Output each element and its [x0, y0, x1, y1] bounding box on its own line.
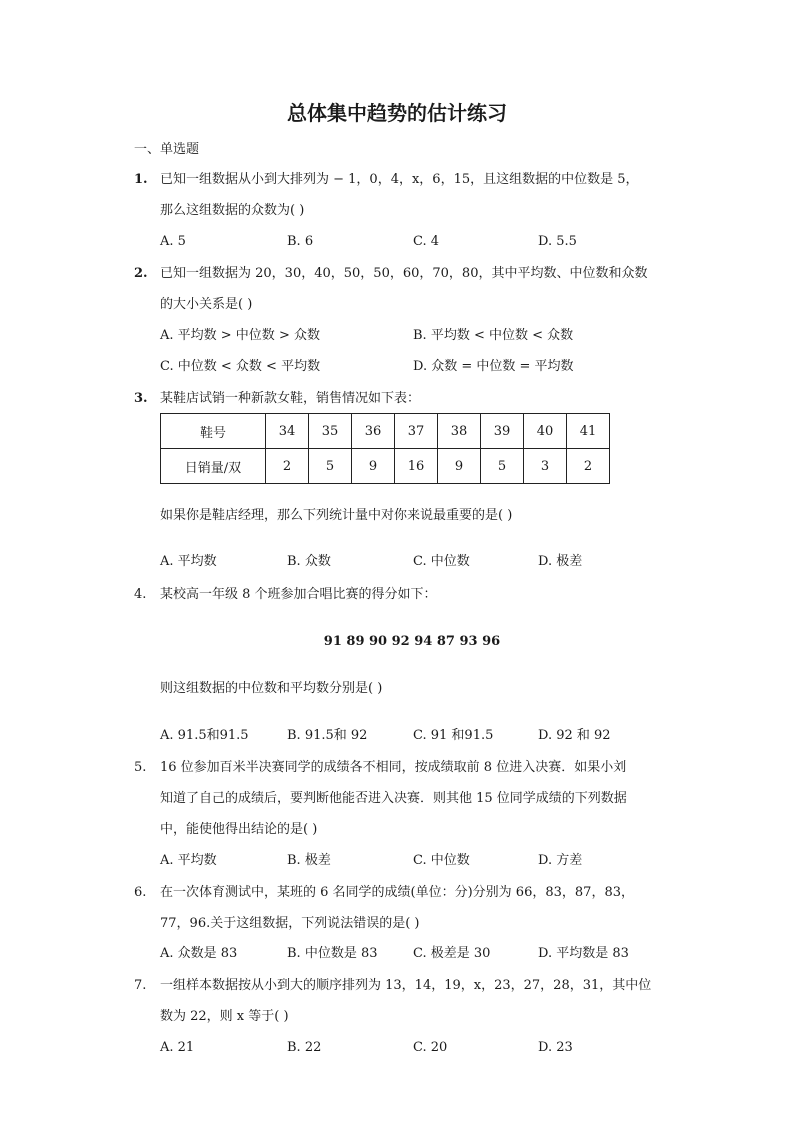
question-number: 5.: [134, 760, 147, 775]
option-d: D. 92 和 92: [538, 728, 611, 743]
question-text: 16 位参加百米半决赛同学的成绩各不相同，按成绩取前 8 位进入决赛．如果小刘: [160, 760, 627, 775]
table-cell: 5: [481, 449, 524, 484]
option-b: B. 22: [287, 1040, 322, 1055]
option-d: D. 方差: [538, 853, 583, 868]
table-cell: 16: [395, 449, 438, 484]
table-cell: 39: [481, 414, 524, 449]
question-text: 某校高一年级 8 个班参加合唱比赛的得分如下：: [160, 587, 437, 602]
option-c: C. 中位数: [413, 554, 470, 569]
option-c: C. 中位数 < 众数 < 平均数: [160, 359, 321, 374]
table-cell: 35: [309, 414, 352, 449]
question-number: 4.: [134, 587, 147, 602]
question-text: 一组样本数据按从小到大的顺序排列为 13，14，19，x，23，27，28，31，其中位: [160, 978, 652, 993]
option-b: B. 众数: [287, 554, 331, 569]
question-number: 3.: [134, 391, 148, 406]
table-cell: 40: [524, 414, 567, 449]
section-heading: 一、单选题: [134, 142, 200, 157]
option-a: A. 众数是 83: [160, 946, 238, 961]
shoe-sales-table: [160, 413, 610, 484]
option-d: D. 23: [538, 1040, 573, 1055]
option-a: A. 平均数 > 中位数 > 众数: [160, 328, 320, 343]
option-b: B. 6: [287, 234, 314, 249]
question-text: 数为 22，则 x 等于( ): [160, 1009, 289, 1024]
table-cell: 9: [438, 449, 481, 484]
option-b: B. 91.5和 92: [287, 728, 368, 743]
option-d: D. 极差: [538, 554, 583, 569]
option-c: C. 中位数: [413, 853, 470, 868]
table-cell: 38: [438, 414, 481, 449]
table-cell: 5: [309, 449, 352, 484]
option-a: A. 5: [160, 234, 186, 249]
table-cell: 36: [352, 414, 395, 449]
table-row: [161, 449, 610, 484]
table-cell: 2: [567, 449, 610, 484]
table-cell: 41: [567, 414, 610, 449]
table-row-label: 鞋号: [161, 414, 266, 449]
option-d: D. 5.5: [538, 234, 577, 249]
question-text: 77，96.关于这组数据，下列说法错误的是( ): [160, 916, 420, 931]
option-b: B. 平均数 < 中位数 < 众数: [413, 328, 574, 343]
score-list: 91 89 90 92 94 87 93 96: [323, 634, 501, 649]
question-text: 已知一组数据从小到大排列为 − 1，0，4，x，6，15，且这组数据的中位数是 5，: [160, 172, 639, 187]
question-text: 知道了自己的成绩后，要判断他能否进入决赛．则其他 15 位同学成绩的下列数据: [160, 791, 627, 806]
option-b: B. 中位数是 83: [287, 946, 378, 961]
option-c: C. 极差是 30: [413, 946, 491, 961]
question-text: 则这组数据的中位数和平均数分别是( ): [160, 681, 383, 696]
table-cell: 2: [266, 449, 309, 484]
table-cell: 37: [395, 414, 438, 449]
table-row: [161, 414, 610, 449]
option-b: B. 极差: [287, 853, 331, 868]
option-c: C. 4: [413, 234, 440, 249]
table-cell: 34: [266, 414, 309, 449]
option-d: D. 众数 = 中位数 = 平均数: [413, 359, 574, 374]
question-text: 如果你是鞋店经理，那么下列统计量中对你来说最重要的是( ): [160, 508, 513, 523]
question-text: 的大小关系是( ): [160, 297, 253, 312]
question-number: 1.: [134, 172, 148, 187]
question-text: 中，能使他得出结论的是( ): [160, 822, 318, 837]
question-text: 某鞋店试销一种新款女鞋，销售情况如下表：: [160, 391, 421, 406]
option-a: A. 21: [160, 1040, 195, 1055]
option-a: A. 平均数: [160, 554, 217, 569]
question-text: 已知一组数据为 20，30，40，50，50，60，70，80，其中平均数、中位数和众数: [160, 266, 648, 281]
option-c: C. 20: [413, 1040, 448, 1055]
table-cell: 9: [352, 449, 395, 484]
option-a: A. 91.5和91.5: [160, 728, 249, 743]
table-cell: 3: [524, 449, 567, 484]
page-title: 总体集中趋势的估计练习: [287, 101, 507, 125]
question-number: 7.: [134, 978, 147, 993]
option-d: D. 平均数是 83: [538, 946, 629, 961]
question-text: 那么这组数据的众数为( ): [160, 203, 305, 218]
question-number: 2.: [134, 266, 148, 281]
option-a: A. 平均数: [160, 853, 217, 868]
table-row-label: 日销量/双: [161, 449, 266, 484]
question-number: 6.: [134, 885, 147, 900]
question-text: 在一次体育测试中，某班的 6 名同学的成绩(单位：分)分别为 66，83，87，83，: [160, 885, 634, 900]
option-c: C. 91 和91.5: [413, 728, 494, 743]
